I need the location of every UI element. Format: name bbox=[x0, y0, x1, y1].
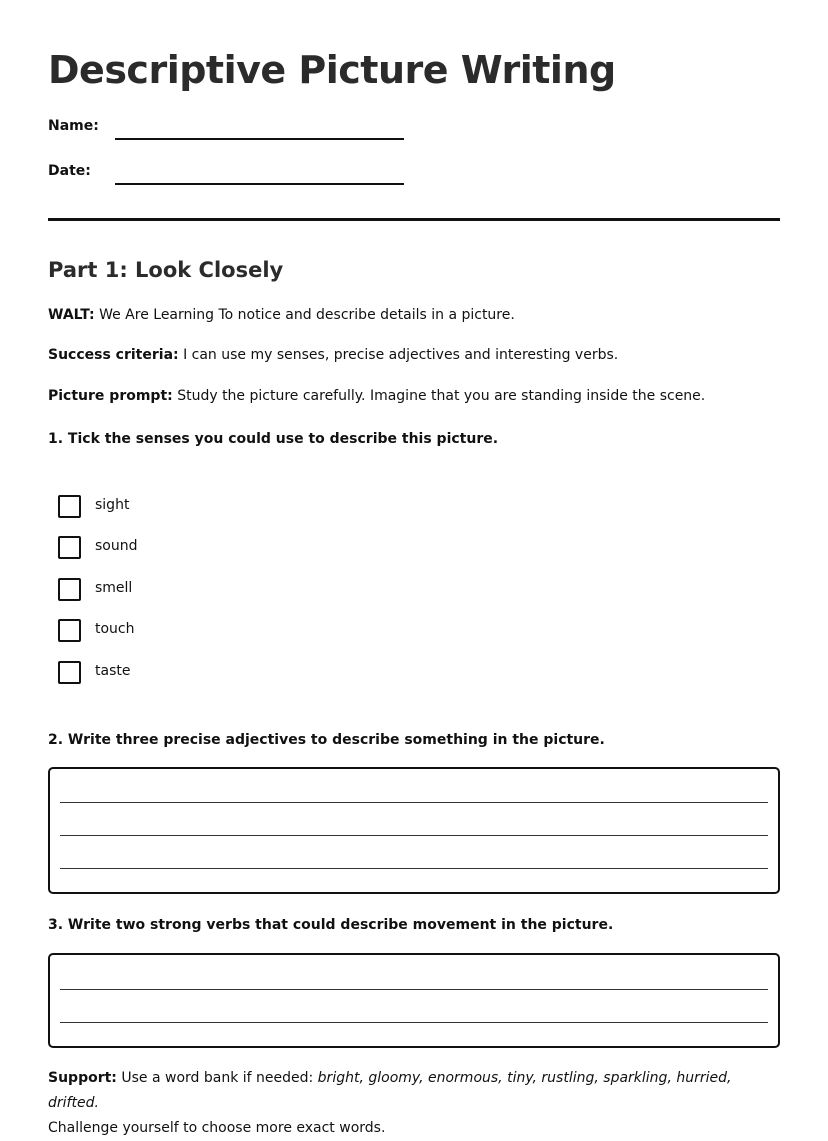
writing-line bbox=[60, 868, 768, 869]
challenge-text: Challenge yourself to choose more exact words. bbox=[48, 1120, 386, 1136]
support-text: Use a word bank if needed: bbox=[116, 1070, 318, 1086]
part1-heading: Part 1: Look Closely bbox=[48, 258, 284, 282]
sense-checkbox-sight[interactable] bbox=[58, 495, 258, 519]
checkbox[interactable] bbox=[58, 661, 81, 684]
support-note bbox=[48, 1066, 780, 1141]
name-label: Name: bbox=[48, 118, 99, 134]
writing-line bbox=[60, 835, 768, 836]
prompt-label: Picture prompt: bbox=[48, 388, 173, 404]
walt-label: WALT: bbox=[48, 307, 95, 323]
sense-checkbox-taste[interactable] bbox=[58, 661, 258, 685]
word-bank: bright, gloomy, enormous, tiny, rustling, sparkling, hurried, drifted. bbox=[48, 1070, 732, 1111]
name-input-line[interactable] bbox=[115, 138, 404, 140]
support-label: Support: bbox=[48, 1070, 117, 1086]
sense-label: smell bbox=[95, 580, 133, 596]
date-label: Date: bbox=[48, 163, 91, 179]
question-3: 3. Write two strong verbs that could describe movement in the picture. bbox=[48, 917, 614, 933]
page-title: Descriptive Picture Writing bbox=[48, 48, 616, 92]
date-input-line[interactable] bbox=[115, 183, 404, 185]
success-criteria bbox=[48, 347, 618, 363]
question-1: 1. Tick the senses you could use to describe this picture. bbox=[48, 431, 499, 447]
question-2: 2. Write three precise adjectives to describe something in the picture. bbox=[48, 732, 605, 748]
sense-label: taste bbox=[95, 663, 131, 679]
success-label: Success criteria: bbox=[48, 347, 179, 363]
walt-statement bbox=[48, 307, 515, 323]
checkbox[interactable] bbox=[58, 495, 81, 518]
writing-line bbox=[60, 802, 768, 803]
sense-label: sight bbox=[95, 497, 130, 513]
sense-checkbox-sound[interactable] bbox=[58, 536, 258, 560]
walt-text: We Are Learning To notice and describe details in a picture. bbox=[94, 307, 515, 323]
section-divider bbox=[48, 218, 780, 221]
checkbox[interactable] bbox=[58, 619, 81, 642]
prompt-text: Study the picture carefully. Imagine that you are standing inside the scene. bbox=[172, 388, 706, 404]
success-text: I can use my senses, precise adjectives and interesting verbs. bbox=[178, 347, 619, 363]
sense-label: sound bbox=[95, 538, 138, 554]
sense-label: touch bbox=[95, 621, 135, 637]
checkbox[interactable] bbox=[58, 578, 81, 601]
worksheet-page bbox=[48, 0, 780, 1136]
writing-line bbox=[60, 1022, 768, 1023]
verbs-answer-box[interactable] bbox=[48, 953, 780, 1048]
sense-checkbox-touch[interactable] bbox=[58, 619, 258, 643]
sense-checkbox-smell[interactable] bbox=[58, 578, 258, 602]
adjectives-answer-box[interactable] bbox=[48, 767, 780, 894]
writing-line bbox=[60, 989, 768, 990]
picture-prompt bbox=[48, 388, 705, 404]
checkbox[interactable] bbox=[58, 536, 81, 559]
